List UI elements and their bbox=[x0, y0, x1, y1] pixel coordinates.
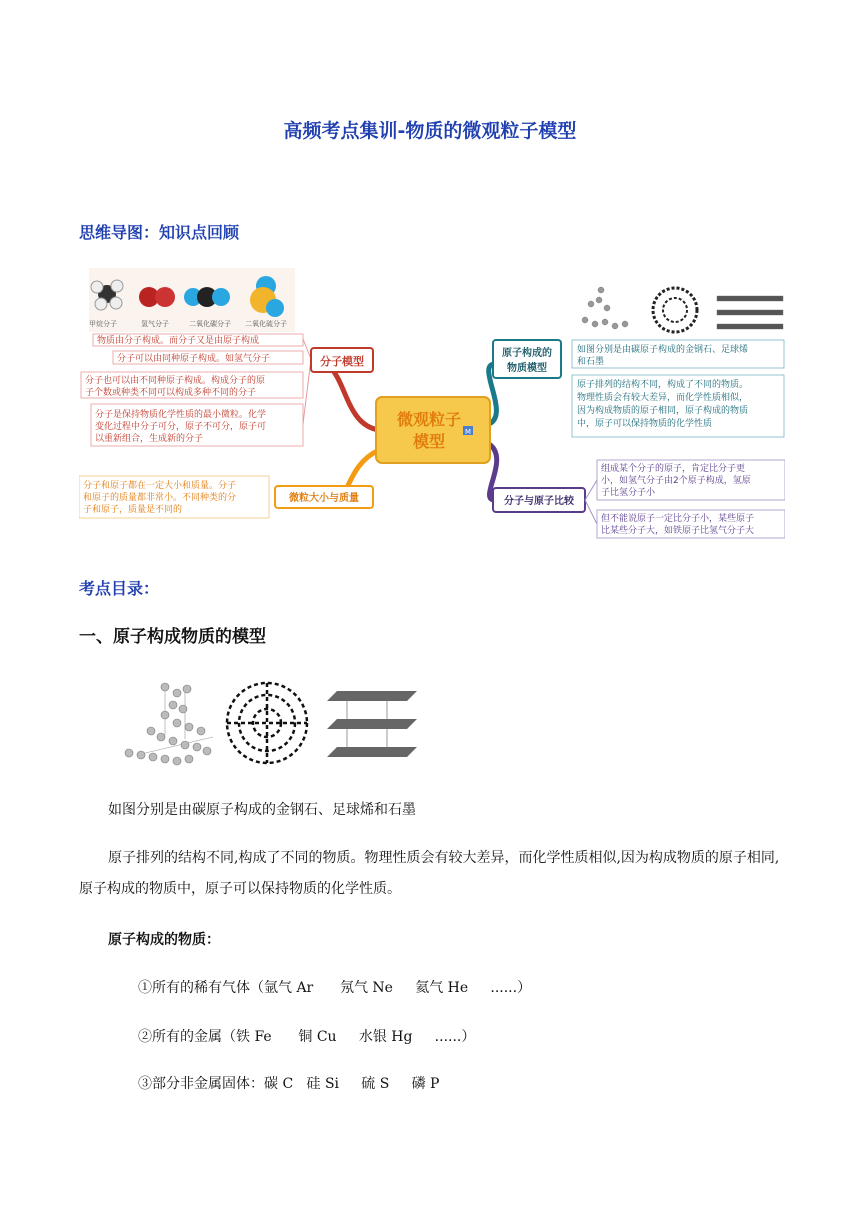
branch-size-mass-label: 微粒大小与质量 bbox=[289, 493, 359, 504]
note-atom-1b: 和石墨 bbox=[577, 357, 605, 367]
list-item-nonmetal-solids: ③部分非金属固体：碳 C 硅 Si 硫 S 磷 P bbox=[138, 1076, 440, 1092]
note-molecule-2: 分子可以由同种原子构成。如氢气分子 bbox=[117, 354, 271, 364]
list-item-noble-gases: ①所有的稀有气体（氩气 Ar 氖气 Ne 氦气 He ......） bbox=[138, 980, 532, 996]
center-node-line2: 模型 bbox=[412, 432, 446, 451]
branch-molecule-model-label: 分子模型 bbox=[320, 355, 364, 368]
note-atom-1a: 如图分别是由碳原子构成的金钢石、足球烯 bbox=[577, 345, 749, 355]
section-1-title: 一、原子构成物质的模型 bbox=[79, 627, 266, 647]
molecule-label-so2: 二氧化硫分子 bbox=[245, 320, 287, 328]
note-compare-1c: 子比氢分子小 bbox=[601, 488, 656, 498]
note-atom-2d: 中，原子可以保持物质的化学性质 bbox=[577, 419, 713, 429]
note-molecule-4b: 变化过程中分子可分，原子不可分，原子可 bbox=[95, 422, 267, 432]
mindmap-heading: 思维导图：知识点回顾 bbox=[79, 223, 240, 242]
note-size-mass-2: 和原子的质量都非常小。不同种类的分 bbox=[83, 493, 237, 503]
note-compare-1a: 组成某个分子的原子，肯定比分子更 bbox=[601, 464, 746, 474]
note-atom-2c: 因为构成物质的原子相同，原子构成的物质 bbox=[577, 406, 749, 416]
diamond-structure-image bbox=[125, 683, 213, 765]
mind-map bbox=[79, 264, 785, 542]
note-molecule-3b: 子个数或种类不同可以构成多种不同的分子 bbox=[85, 388, 257, 398]
note-atom-2b: 物理性质会有较大差异，而化学性质相似， bbox=[577, 393, 749, 403]
note-molecule-4c: 以重新组合，生成新的分子 bbox=[95, 434, 204, 444]
fullerene-image bbox=[227, 683, 307, 763]
list-item-metals: ②所有的金属（铁 Fe 铜 Cu 水银 Hg ......） bbox=[138, 1029, 476, 1045]
figure-caption: 如图分别是由碳原子构成的金钢石、足球烯和石墨 bbox=[108, 802, 416, 818]
branch-atom-matter-label2: 物质模型 bbox=[507, 363, 547, 374]
note-size-mass-3: 子和原子，质量是不同的 bbox=[83, 505, 183, 515]
note-molecule-4a: 分子是保持物质化学性质的最小微粒。化学 bbox=[95, 410, 267, 420]
branch-atom-matter-label1: 原子构成的 bbox=[502, 348, 552, 359]
note-atom-2a: 原子排列的结构不同，构成了不同的物质。 bbox=[577, 380, 749, 390]
carbon-structures-figure bbox=[117, 675, 423, 771]
note-molecule-1: 物质由分子构成。而分子又是由原子构成 bbox=[97, 336, 260, 346]
document-title: 高频考点集训-物质的微观粒子模型 bbox=[283, 120, 577, 142]
note-compare-1b: 小，如氢气分子由2个原子构成，氢原 bbox=[601, 476, 751, 486]
note-compare-2a: 但不能说原子一定比分子小，某些原子 bbox=[601, 514, 755, 524]
catalog-heading: 考点目录： bbox=[79, 579, 160, 598]
center-node-line1: 微观粒子 bbox=[396, 410, 462, 429]
carbon-thumbnails bbox=[582, 287, 783, 332]
molecule-label-co2: 二氧化碳分子 bbox=[189, 320, 231, 328]
note-molecule-3a: 分子也可以由不同种原子构成。构成分子的原 bbox=[85, 376, 266, 386]
molecule-label-hydrogen: 氢气分子 bbox=[141, 320, 169, 328]
co2-molecule bbox=[184, 287, 230, 307]
note-compare-2b: 比某些分子大，如铁原子比氢气分子大 bbox=[601, 526, 755, 536]
center-badge: M bbox=[464, 428, 472, 436]
branch-compare-label: 分子与原子比较 bbox=[504, 496, 574, 507]
subheading-atom-matter: 原子构成的物质： bbox=[108, 932, 220, 948]
note-size-mass-1: 分子和原子都在一定大小和质量。分子 bbox=[83, 481, 237, 491]
molecule-label-methane: 甲烷分子 bbox=[89, 320, 117, 328]
graphite-image bbox=[327, 691, 417, 757]
body-paragraph: 原子排列的结构不同,构成了不同的物质。物理性质会有较大差异，而化学性质相似,因为构成物质的原子相同,原子构成的物质中，原子可以保持物质的化学性质。 bbox=[79, 850, 780, 897]
